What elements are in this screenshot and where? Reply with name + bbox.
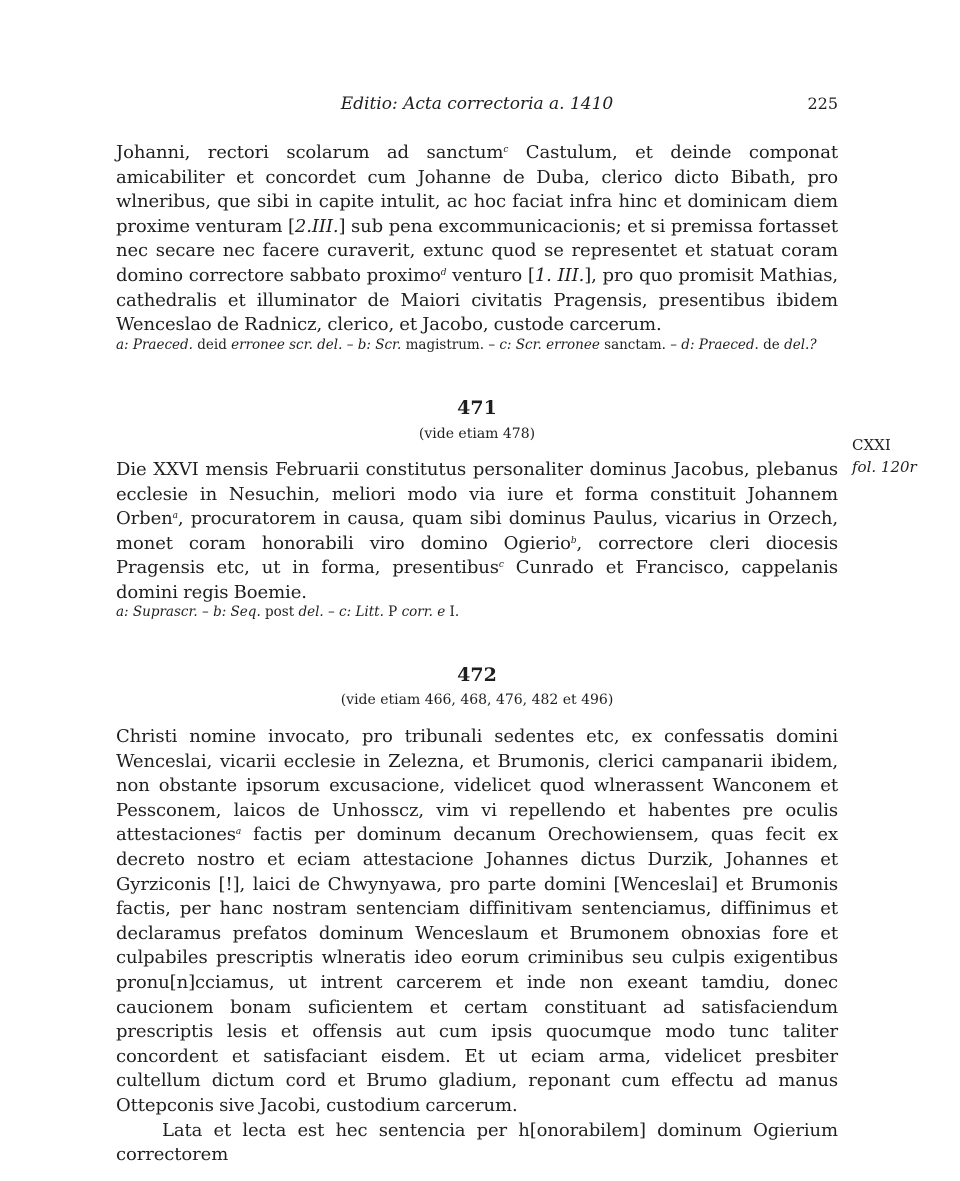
folio-reference: fol. 120r: [852, 458, 917, 476]
cross-reference-472: (vide etiam 466, 468, 476, 482 et 496): [340, 692, 614, 708]
margin-note-471: [852, 434, 917, 478]
cross-reference-471: (vide etiam 478): [418, 426, 536, 442]
running-head: [116, 92, 838, 118]
footnote-marker: a: [235, 827, 242, 838]
footnotes-471: a: Suprascr. – b: Seq. post del. – c: Litt. P corr. e I.: [116, 604, 460, 620]
running-head-title: Editio: Acta correctoria a. 1410: [340, 94, 614, 114]
document-471-text: Die XXVI mensis Februarii constitutus personaliter dominus Jacobus, plebanus ecclesie in Nesuchin, meliori modo via iure et forma constituit Johannem Orben$^a$, procuratorem in causa, quam sibi dominus Paulus, vicarius in Orzech, monet coram honorabili viro domino Ogierio$^b$, correctore cleri diocesis Pragensis etc, ut in forma, presentibus$^c$ Cunrado et Francisco, cappelanis domini regis Boemie.: [116, 459, 838, 603]
document-472-text: Christi nomine invocato, pro tribunali sedentes etc, ex confessatis domini Wenceslai, vicarii ecclesie in Zelezna, et Brumonis, clerici campanarii ibidem, non obstante ipsorum excusacione, videlicet quod wlnerassent Wanconem et Pessconem, laicos de Unhosscz, vim vi repellendo et habentes pre oculis attestaciones$^a$ factis per dominum decanum Orechowiensem, quas fecit ex decreto nostro et eciam attestacione Johannes dictus Durzik, Johannes et Gyrziconis [!], laici de Chwynyawa, pro parte domini [Wenceslai] et Brumonis factis, per hanc nostram sentenciam diffinitivam sentenciamus, diffinimus et declaramus prefatos dominum Wenceslaum et Brumonem obnoxias fore et culpabiles prescriptis wlneratis ideo eorum criminibus seu culpis exigentibus pronu[n]cciamus, ut intrent carcerem et inde non exeant tamdiu, donec caucionem bonam suficientem et certam constituant ad satisfaciendum prescriptis lesis et offensis aut cum ipsis quocumque modo tunc taliter concordent et satisfaciant eisdem. Et ut eciam arma, videlicet presbiter cultellum dictum cord et Brumo gladium, reponant cum effectu ad manus Ottepconis sive Jacobi, custodium carcerum. Lata et lecta est hec sentencia per h[onorabilem] dominum Ogierium correctorem: [116, 725, 838, 1168]
footnote-marker: d: [440, 267, 447, 278]
footnote-marker: c: [498, 560, 504, 571]
footnote-marker: c: [503, 145, 509, 155]
document-number-471: 471: [457, 397, 497, 419]
continuation-paragraph: Johanni, rectori scolarum ad sanctum$^c$ Castulum, et deinde componat amicabiliter et concordet cum Johanne de Duba, clerico dicto Bibath, pro wlneribus, que sibi in capite intulit, ac hoc faciat infra hinc et dominicam diem proxime venturam [2.III.] sub pena excommunicacionis; et si premissa fortasset nec secare nec facere curaverit, extunc quod se representet et statuat coram domino correctore sabbato proximo$^d$ venturo [1. III.], pro quo promisit Mathias, cathedralis et illuminator de Maiori civitatis Pragensis, presentibus ibidem Wenceslao de Radnicz, clerico, et Jacobo, custode carcerum.: [116, 142, 838, 336]
footnotes-470: a: Praeced. deid erronee scr. del. – b: Scr. magistrum. – c: Scr. erronee sanctam. – d: Praeced. de del.?: [116, 337, 817, 353]
sentence-paragraph: Lata et lecta est hec sentencia per h[onorabilem] dominum Ogierium correctorem: [116, 1119, 838, 1166]
footnote-marker: b: [570, 535, 577, 546]
page-number: 225: [807, 94, 838, 113]
margin-numeral: CXXI: [852, 436, 891, 454]
document-number-472: 472: [457, 664, 497, 686]
footnote-marker: a: [172, 511, 178, 522]
